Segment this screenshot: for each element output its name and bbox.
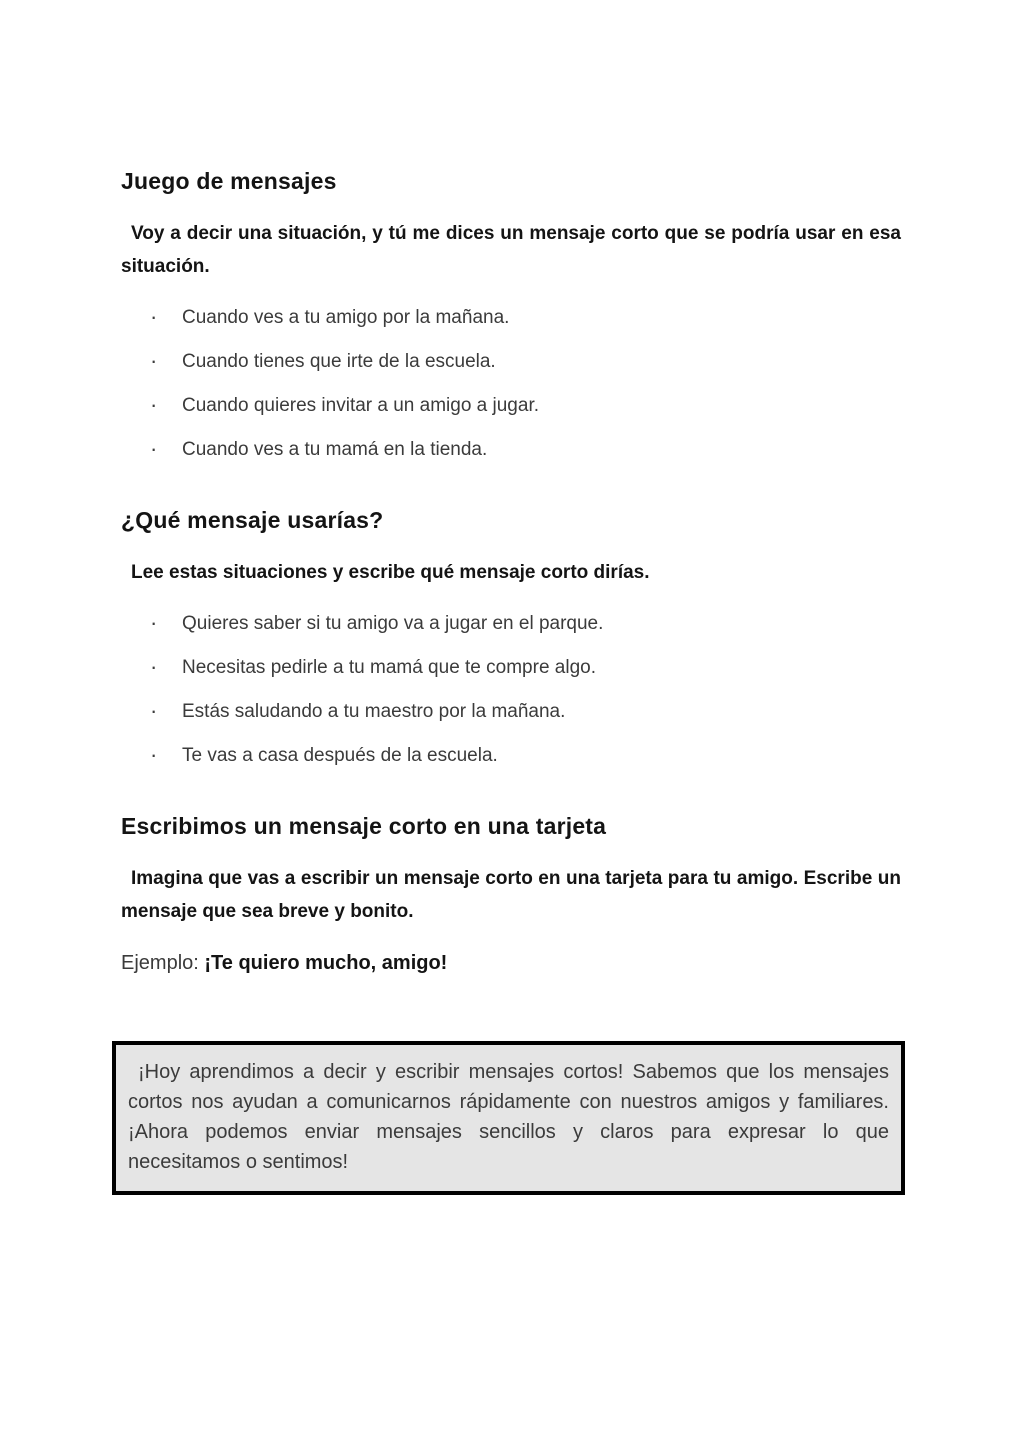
example-line <box>121 952 901 975</box>
section-intro: Lee estas situaciones y escribe qué mensaje corto dirías. <box>131 562 650 583</box>
bullet-marker: · <box>150 348 158 373</box>
section-heading: Escribimos un mensaje corto en una tarjeta <box>121 813 607 839</box>
list-item <box>121 304 901 329</box>
example-text: ¡Te quiero mucho, amigo! <box>204 952 448 974</box>
section-intro: Voy a decir una situación, y tú me dices un mensaje corto que se podría usar en esa situación. <box>121 223 901 277</box>
document-page <box>121 168 901 1195</box>
summary-box <box>112 1041 905 1195</box>
list-item <box>121 698 901 723</box>
bullet-marker: · <box>150 392 158 417</box>
bullet-list <box>121 610 901 767</box>
list-item-text: Necesitas pedirle a tu mamá que te compre algo. <box>182 657 596 678</box>
list-item-text: Cuando ves a tu mamá en la tienda. <box>182 439 488 460</box>
list-item <box>121 436 901 461</box>
list-item-text: Cuando tienes que irte de la escuela. <box>182 351 496 372</box>
bullet-marker: · <box>150 742 158 767</box>
bullet-list <box>121 304 901 461</box>
list-item <box>121 742 901 767</box>
section-heading: Juego de mensajes <box>121 168 337 194</box>
list-item-text: Cuando quieres invitar a un amigo a jugar. <box>182 395 540 416</box>
bullet-marker: · <box>150 304 158 329</box>
list-item-text: Te vas a casa después de la escuela. <box>182 745 498 766</box>
list-item <box>121 654 901 679</box>
bullet-marker: · <box>150 654 158 679</box>
section-escribimos-mensaje-tarjeta <box>121 813 901 975</box>
list-item <box>121 348 901 373</box>
list-item-text: Quieres saber si tu amigo va a jugar en el parque. <box>182 613 604 634</box>
section-juego-de-mensajes <box>121 168 901 461</box>
section-heading: ¿Qué mensaje usarías? <box>121 507 384 533</box>
list-item <box>121 392 901 417</box>
bullet-marker: · <box>150 698 158 723</box>
bullet-marker: · <box>150 436 158 461</box>
bullet-marker: · <box>150 610 158 635</box>
list-item-text: Cuando ves a tu amigo por la mañana. <box>182 307 510 328</box>
list-item <box>121 610 901 635</box>
section-que-mensaje-usarias <box>121 507 901 767</box>
section-intro: Imagina que vas a escribir un mensaje corto en una tarjeta para tu amigo. Escribe un mensaje que sea breve y bonito. <box>121 868 901 922</box>
example-label: Ejemplo: <box>121 952 205 974</box>
summary-text: ¡Hoy aprendimos a decir y escribir mensajes cortos! Sabemos que los mensajes cortos nos ayudan a comunicarnos rápidamente con nuestros amigos y familiares. ¡Ahora podemos enviar mensajes sencillos y claros para expresar lo que necesitamos o sentimos! <box>128 1061 889 1173</box>
list-item-text: Estás saludando a tu maestro por la mañana. <box>182 701 566 722</box>
